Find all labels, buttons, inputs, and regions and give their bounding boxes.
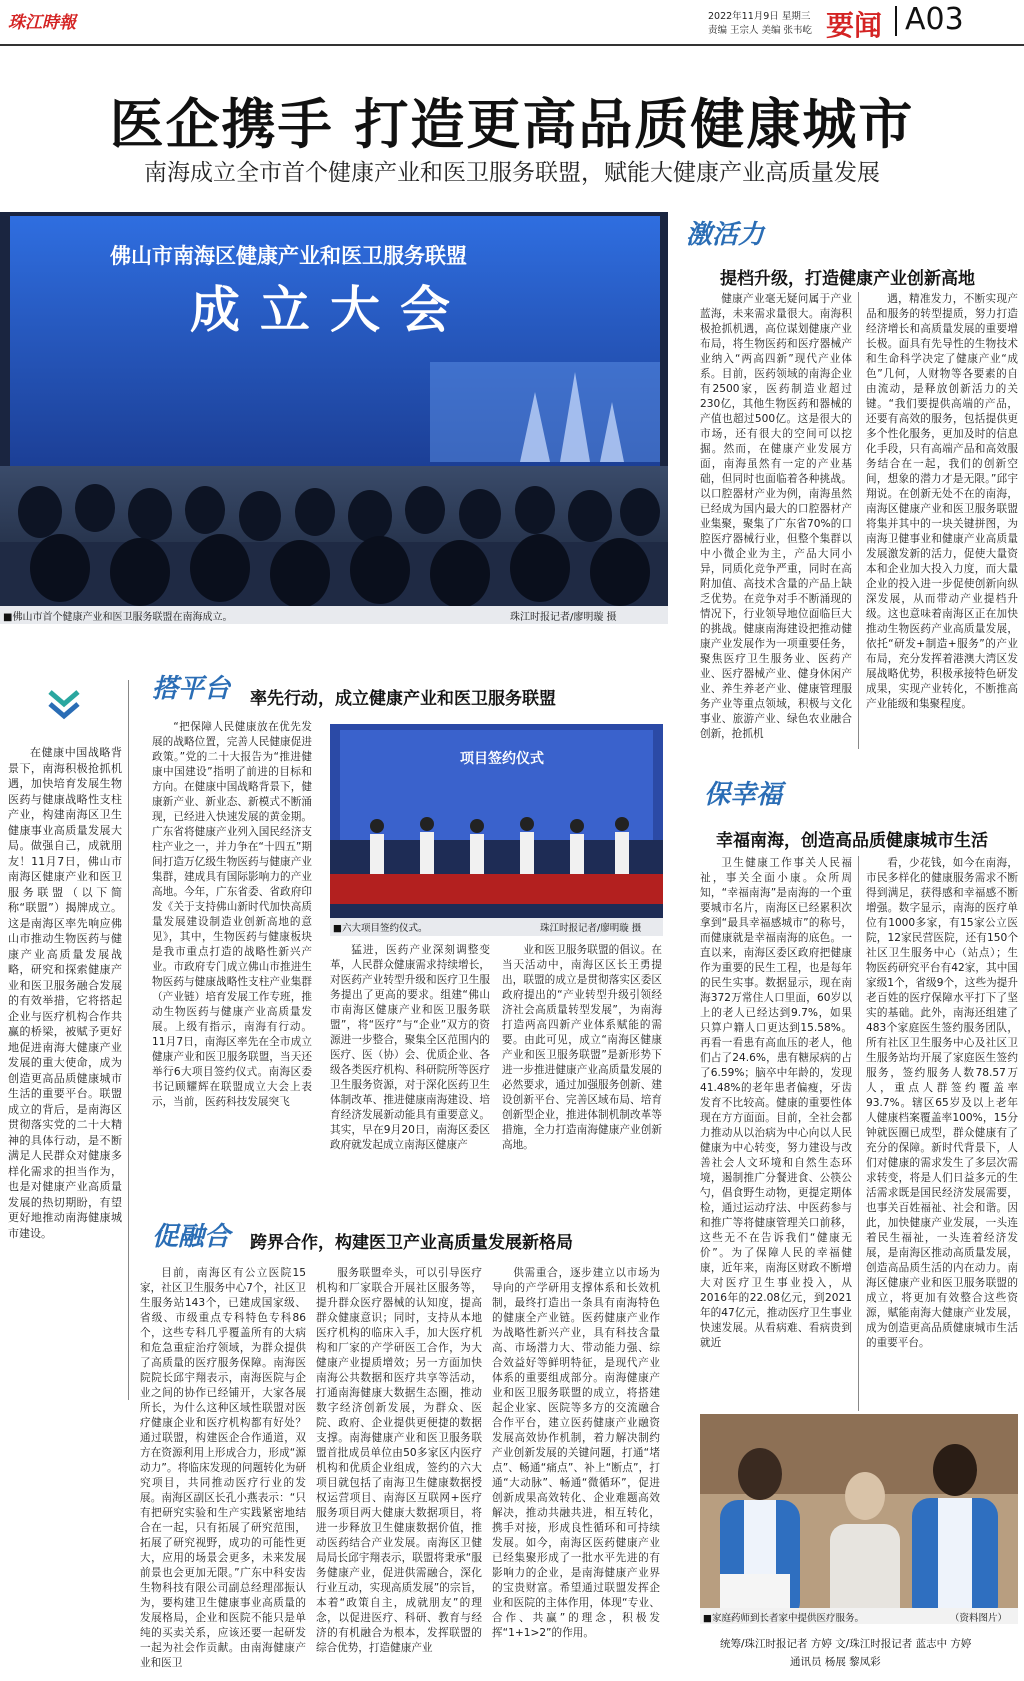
header-date: 2022年11月9日 星期三 bbox=[708, 11, 811, 22]
baoxingfu-col1 bbox=[700, 856, 852, 1411]
masthead-logo: 珠江時報 bbox=[8, 13, 76, 33]
signing-photo-credit: 珠江时报记者/廖明璇 摄 bbox=[540, 923, 642, 934]
family-doctor-scene bbox=[700, 1414, 1018, 1624]
baoxingfu-col1-text: 卫生健康工作事关人民福祉，事关全面小康。众所周知，“幸福南海”是南海的一个重要城市名片，南海区已经累积次拿到“最具幸福感城市”的称号，而健康就是幸福南海的底色。一直以来，南海区委区政府把健康作为重要的民生工程，也是每年的民生实事。数据显示，现在南海372万常住人口里面，60岁以上的老人已经达到9.7%，如果只算户籍人口更达到15.58%。再看一看患有高血压的老人，他们占了24.6%，患有糖尿病的占了6.59%；脑卒中年龄的，发现41.48%的老年患者偏瘦，牙齿发育不比较高。健康的重要性体现在方方面面。目前，全社会都力推动从以治病为中心向以人民健康为中心转变，努力建设与改善社会人文环境和自然生态环境，遏制推广分餐进食、公筷公勺，倡食野生动物，更提定期体检，通过运动疗法、中医药参与和推广等将健康管理关口前移，这些无不在告诉我们“健康无价”。为了保障人民的幸福健康，近年来，南海区财政不断增大对医疗卫生事业投入，从2016年的22.08亿元，到2021年的47亿元，推动医疗卫生事业快速发展。从看病难、看病贵到就近 bbox=[700, 857, 852, 1349]
baoxingfu-col2-text: 看，少花钱，如今在南海，市民多样化的健康服务需求不断得到满足，获得感和幸福感不断增强。数字显示，南海的医疗单位有1000多家，有15家公立医院，12家民营医院，还有150个社区卫生服务中心（站点）；生物医药研究平台有42家，其中国家级1个，省级9个，这些为提升老百姓的医疗保障水平打下了坚实的基础。此外，南海还组建了483个家庭医生签约服务团队，所有社区卫生服务中心及社区卫生服务站均开展了家庭医生签约服务，签约服务人数78.57万人，重点人群签约覆盖率93.7%。辖区65岁及以上老年人健康档案覆盖率100%，15分钟就医圈已成型，群众健康有了充分的保障。新时代背景下，人们对健康的需求发生了多层次需求转变，将是人们日益多元的生活需求既是国民经济发展需要，也事关百姓福祉、社会和谐。因此，加快健康产业发展，一头连着民生福祉，一头连着经济发展，是南海区推动高质量发展，创造高品质生活的内在动力。南海区健康产业和医卫服务联盟的成立，将更加有效整合这些资源，赋能南海大健康产业发展，成为创造更高品质健康城市生活的重要平台。 bbox=[866, 857, 1018, 1349]
headline: 医企携手 打造更高品质健康城市 bbox=[109, 93, 915, 156]
section-label: 要闻 bbox=[826, 9, 883, 42]
dapingtai-sidebar bbox=[8, 745, 122, 1410]
section-deco-baoxingfu: 保幸福 bbox=[704, 780, 783, 810]
baoxingfu-col2 bbox=[866, 856, 1018, 1411]
dapingtai-col2-text: 猛进，医药产业深刻调整变革，人民群众健康需求持续增长，对医药产业转型升级和医疗卫生服务提出了更高的要求。组建“佛山市南海区健康产业和医卫服务联盟”，将“医疗”与“企业”双方的资源进一步整合，聚集全区范围内的医疗、医（协）会、优质企业、各级各类医疗机构、科研院所等医疗卫生服务资源，对于深化医药卫生体制改革、推进健康南海建设、培育经济发展新动能具有重要意义。其实，早在9月20日，南海区委区政府就发起成立南海区健康产 bbox=[330, 944, 490, 1151]
dapingtai-col3-text: 业和医卫服务联盟的倡议。在当天活动中，南海区区长王勇提出，联盟的成立是贯彻落实区委区政府提出的“产业转型升级引领经济社会高质量转型发展”，为南海打造两高四新产业体系赋能的需要。由此可见，成立“南海区健康产业和医卫服务联盟”是新形势下进一步推进健康产业高质量发展的必然要求，通过加强服务创新、建设创新平台、完善区域布局、培育创新型企业，推进体制机制改革等措施，全力打造南海健康产业创新高地。 bbox=[502, 944, 662, 1151]
section-deco-curonghe: 促融合 bbox=[152, 1222, 231, 1252]
jihuo-col-rule bbox=[858, 292, 859, 749]
curonghe-col3 bbox=[492, 1266, 660, 1676]
signing-photo-caption: ■六大项目签约仪式。 bbox=[333, 923, 428, 934]
curonghe-col1 bbox=[140, 1266, 306, 1676]
header-editors: 责编 王宗人 美编 张韦屹 bbox=[708, 25, 813, 36]
dapingtai-col1-text: “把保障人民健康放在优先发展的战略位置，完善人民健康促进政策。”党的二十大报告为“推进健康中国建设”指明了前进的目标和方向。在健康中国战略背景下，健康新产业、新业态、新模式不断涌现，已经进入快速发展的黄金期。广东省将健康产业列入国民经济支柱产业之一，并力争在“十四五”期间打造万亿级生物医药与健康产业集群，建成具有国际影响力的产业高地。今年，广东省委、省政府印发《关于支持佛山新时代加快高质量发展建设制造业创新高地的意见》，其中，生物医药与健康板块是我市重点打造的战略性新兴产业。市政府专门成立佛山市推进生物医药与健康战略性支柱产业集群（产业链）培育发展工作专班，推动生物医药与健康产业高质量发展。上级有指示，南海有行动。11月7日，南海区率先在全市成立健康产业和医卫服务联盟，当天还举行6大项目签约仪式。南海区委书记顾耀辉在联盟成立大会上表示，当前，医药科技发展突飞 bbox=[152, 721, 312, 1108]
subheadline: 南海成立全市首个健康产业和医卫服务联盟，赋能大健康产业高质量发展 bbox=[144, 160, 880, 186]
section-deco-dapingtai: 搭平台 bbox=[152, 674, 231, 704]
dapingtai-col3 bbox=[502, 943, 662, 1151]
section-title-baoxingfu: 幸福南海，创造高品质健康城市生活 bbox=[716, 831, 988, 851]
dapingtai-col1 bbox=[152, 720, 312, 1285]
section-deco-jihuo: 激活力 bbox=[686, 220, 765, 250]
dapingtai-col2 bbox=[330, 943, 490, 1151]
family-doctor-credit: （资料图片） bbox=[950, 1613, 1008, 1624]
dapingtai-sidebar-text: 在健康中国战略背景下，南海积极抢抓机遇，加快培育发展生物医药与健康战略性支柱产业，构建南海区卫生健康事业高质量发展大局。做强自己，成就朋友！11月7日，佛山市南海区健康产业和医卫服务联盟（以下简称“联盟”）揭牌成立。这是南海区率先响应佛山市推动生物医药与健康产业高质量发展战略，研究和探索健康产业和医卫服务融合发展的有效举措，它将搭起企业与医疗机构合作共赢的桥梁，被赋予更好地促进南海大健康产业发展的重大使命，成为创造更高品质健康城市生活的重要平台。联盟成立的背后，是南海区贯彻落实党的二十大精神的具体行动，是不断满足人民群众对健康多样化需求的担当作为，也是对健康产业高质量发展的热切期盼，有望更好地推动南海健康城市建设。 bbox=[8, 746, 122, 1240]
jihuo-col1 bbox=[700, 292, 852, 749]
curonghe-col1-text: 目前，南海区有公立医院15家，社区卫生服务中心7个，社区卫生服务站143个，已建成国家级、省级、市级重点专科特色专科86个，这些专科几乎覆盖所有的大病和危急重症治疗领域，为群众提供了高质量的医疗服务保障。南海医院院长邱宇翔表示，南海医院与企业之间的协作已经铺开，大家各展所长，为什么这种区域性联盟对医疗健康企业和医疗机构都有好处？通过联盟，构建医企合作通道，双方在资源利用上形成合力，形成“源动力”。将临床发现的问题转化为研究项目，共同推动医疗行业的发展。南海区副区长孔小燕表示：“只有把研究实验和生产实践紧密地结合在一起，只有拓展了研究范围，拓展了研究视野，成功的可能性更大，应用的场景会更多，未来发展前景也会更加无限。”广东中科安齿生物科技有限公司副总经理邵振认为，要构建卫生健康事业高质量的发展格局，企业和医院不能只是单纯的买卖关系，应该还要一起研发一起为社会作贡献。由南海健康产业和医卫 bbox=[140, 1267, 306, 1669]
baoxingfu-col-rule bbox=[858, 856, 859, 1411]
section-title-curonghe: 跨界合作，构建医卫产业高质量发展新格局 bbox=[250, 1233, 573, 1253]
signing-screen-title: 项目签约仪式 bbox=[460, 751, 544, 767]
main-photo-caption: ■佛山市首个健康产业和医卫服务联盟在南海成立。 bbox=[3, 612, 233, 623]
chevron-down-icon bbox=[44, 686, 84, 726]
curonghe-col2-text: 服务联盟牵头，可以引导医疗机构和厂家联合开展社区服务等，提升群众医疗器械的认知度，提高群众健康意识；同时，支持从本地医疗机构的临床入手，加大医疗机构和厂家的产学研医工合作，为大健康产业提质增效；另一方面加快南海公共数据和医疗共享等活动，打通南海健康大数据生态圈，推动数字经济创新发展，为群众、医院、政府、企业提供更便捷的数据支撑。南海健康产业和医卫服务联盟首批成员单位由50多家区内医疗机构和优质企业组成，签约的六大项目就包括了南海卫生健康数据授权运营项目、南海区互联网+医疗服务项目两大健康大数据项目，将进一步释放卫生健康数据价值，推动医药结合产业发展。南海区卫健局局长邱宇翔表示，联盟将秉承“服务健康产业，促进供需融合，深化行业互动，实现高质发展”的宗旨，本着“政策自主，成就朋友”的理念，以促进医疗、科研、教育与经济的有机融合为根本，发挥联盟的综合优势，打造健康产业 bbox=[316, 1267, 482, 1654]
signing-photo bbox=[330, 724, 663, 936]
section-title-dapingtai: 率先行动，成立健康产业和医卫服务联盟 bbox=[250, 689, 556, 709]
main-photo-credit: 珠江时报记者/廖明璇 摄 bbox=[510, 612, 617, 623]
header-rule bbox=[0, 44, 1024, 46]
page-number: A03 bbox=[905, 2, 964, 37]
section-title-jihuo: 提档升级，打造健康产业创新高地 bbox=[720, 269, 975, 289]
sidebar-rule bbox=[128, 680, 129, 1400]
curonghe-col3-text: 供需重合，逐步建立以市场为导向的产学研用支撑体系和长效机制，最终打造出一条具有南海特色的健康全产业链。医药健康产业作为战略性新兴产业，具有科技含量高、市场潜力大、带动能力强、综合效益好等鲜明特征，是现代产业体系的重要组成部分。南海健康产业和医卫服务联盟的成立，将搭建起企业家、医院等多方的交流融合合作平台，建立医药健康产业融资发展高效协作机制，着力解决制约产业创新发展的关键问题，打通“堵点”、畅通“痛点”、补上“断点”，打通“大动脉”、畅通“微循环”，促进创新成果高效转化、企业难题高效解决，推动共融共进，相互转化，携手对接，形成良性循环和可持续发展。如今，南海区医药健康产业已经集聚形成了一批水平先进的有影响力的企业，是南海健康产业界的宝贵财富。希望通过联盟发挥企业和医院的主体作用，体现“专业、合作、共赢”的理念，积极发挥“1+1>2”的作用。 bbox=[492, 1267, 660, 1639]
footer-credits-2: 通讯员 杨展 黎凤彩 bbox=[790, 1656, 881, 1668]
family-doctor-caption: ■家庭药师到长者家中提供医疗服务。 bbox=[703, 1613, 864, 1624]
main-photo bbox=[0, 212, 668, 624]
curonghe-col2 bbox=[316, 1266, 482, 1676]
screen-big-title: 成立大会 bbox=[190, 280, 470, 339]
jihuo-col2-text: 遇，精准发力，不断实现产品和服务的转型提质，努力打造经济增长和高质量发展的重要增长极。面具有先导性的生物技术和生命科学决定了健康产业“成色”几何，人财物等各要素的自由流动，是释放创新活力的关键。“我们要提供高端的产品，还要有高效的服务，包括提供更多个性化服务，更加及时的信息化手段，只有高端产品和高效服务结合在一起，我们的创新空间，想象的潜力才是无限。”邱宇翔说。在创新无处不在的南海，南海区健康产业和医卫服务联盟将集并其中的一块关键拼图，为南海卫健事业和健康产业高质量发展激发新的活力，促使大量资本和企业加大投入力度，而大量企业的投入进一步促使创新向纵深发展，从而带动产业提档升级。这也意味着南海区正在加快推动生物医药产业高质量发展，依托“研发+制造+服务”的产业布局，充分发挥着港澳大湾区发展战略优势，积极承接特色研发成果，实现产业转化，不断推高产业能级和集聚程度。 bbox=[866, 293, 1018, 710]
footer-credits: 统筹/珠江时报记者 方婷 文/珠江时报记者 蓝志中 方婷 bbox=[720, 1638, 972, 1650]
jihuo-col1-text: 健康产业毫无疑问属于产业蓝海，未来需求量很大。南海积极抢抓机遇，高位谋划健康产业布局，将生物医药和医疗器械产业纳入“两高四新”现代产业体系。目前，医药领域的南海企业有2500家，医药制造业超过230亿，其他生物医药和器械的产值也超过500亿。这是很大的市场，还有很大的空间可以挖掘。然而，在健康产业发展方面，南海虽然有一定的产业基础，但同时也面临着各种挑战。以口腔器材产业为例，南海虽然已经成为国内最大的口腔器材产业集聚，聚集了广东省70%的口腔医疗器械行业，但整个集群以中小微企业为主，产品大同小异，同质化竞争严重，同时在高附加值、高技术含量的产品上缺乏优势。在竞争对手不断涌现的情况下，行业领导地位面临巨大的挑战。健康南海建设把推动健康产业发展作为一项重要任务，聚焦医疗卫生服务业、医药产业、医疗器械产业、健身休闲产业、养生养老产业、健康管理服务产业等重点领域，积极与文化事业、旅游产业、绿色农业融合创新，抢抓机 bbox=[700, 293, 852, 740]
family-doctor-photo bbox=[700, 1414, 1018, 1624]
jihuo-col2 bbox=[866, 292, 1018, 749]
header-divider bbox=[895, 6, 897, 36]
screen-title: 佛山市南海区健康产业和医卫服务联盟 bbox=[110, 244, 467, 268]
